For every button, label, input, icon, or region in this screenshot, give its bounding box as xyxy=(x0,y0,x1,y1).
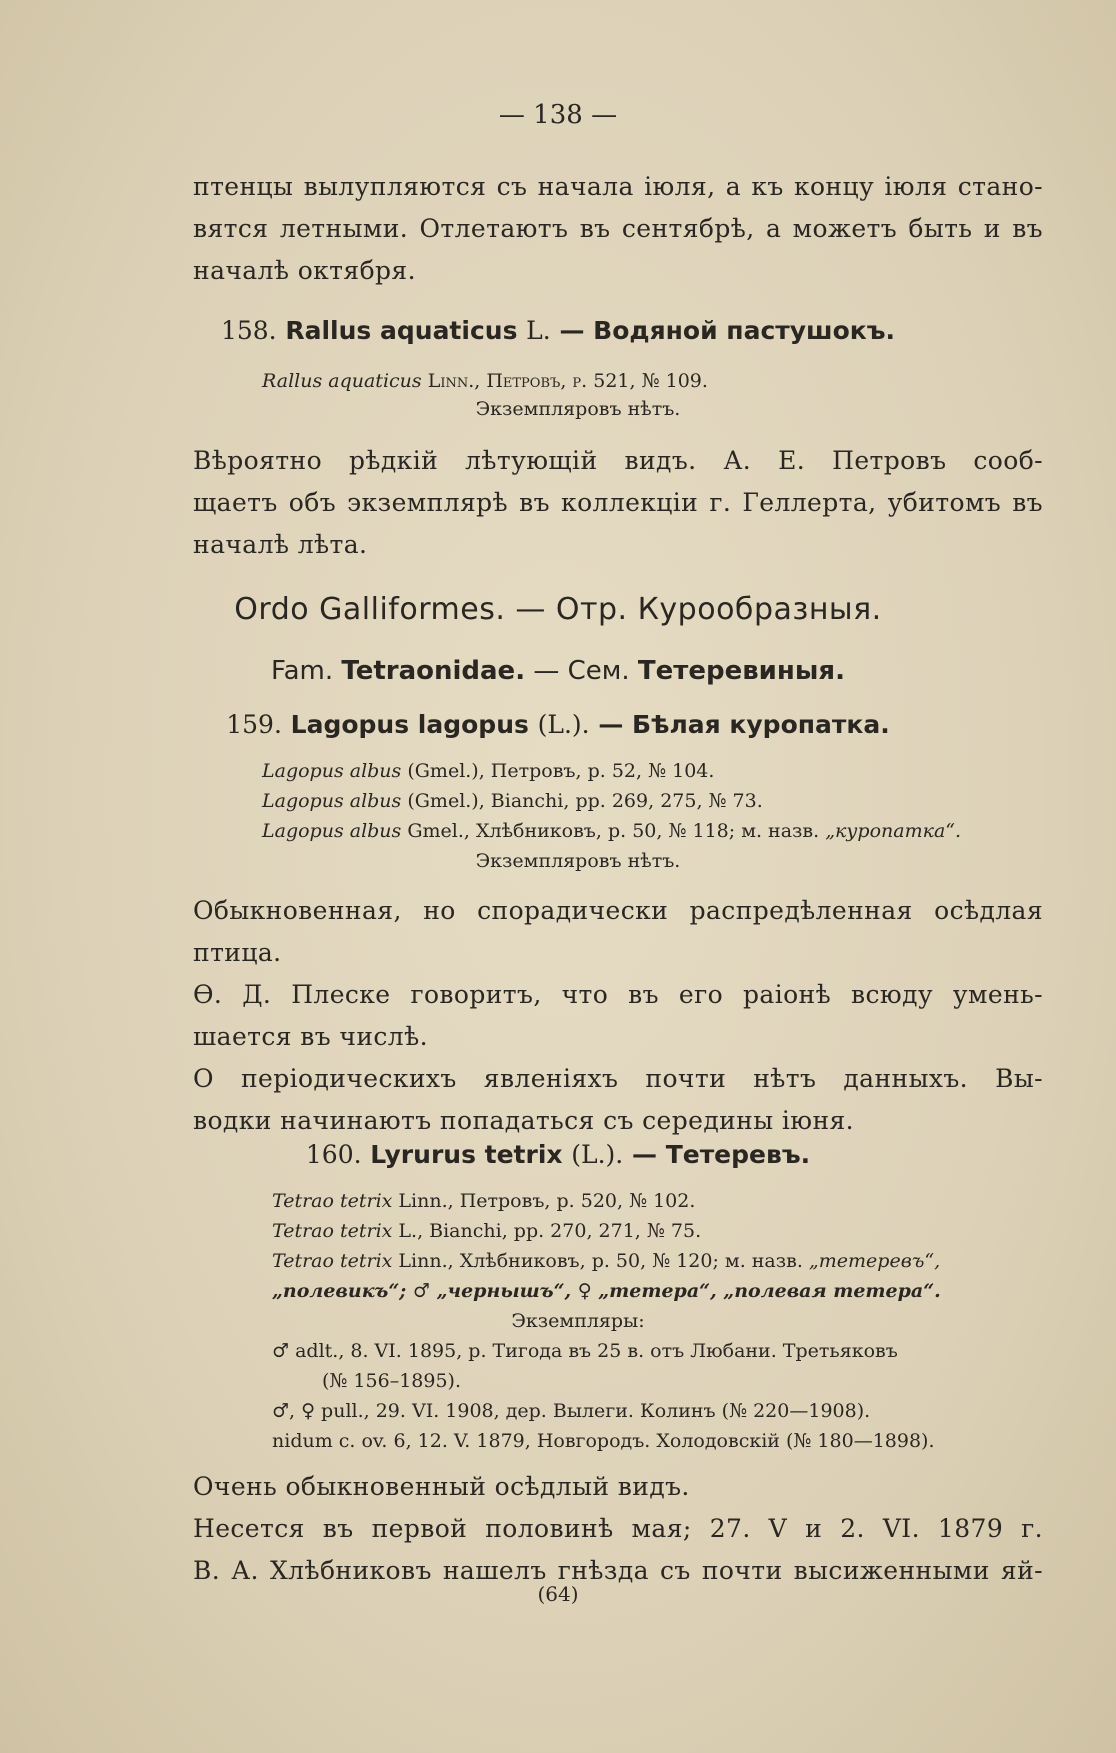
species-russian-name: — Водяной пастушокъ. xyxy=(559,316,896,345)
synonym-list xyxy=(262,756,961,846)
species-latin-name: Lyrurus tetrix xyxy=(370,1140,563,1169)
species-number: 159. xyxy=(226,710,282,739)
synonym-name: Lagopus albus xyxy=(262,790,402,812)
species-158-text xyxy=(193,440,1043,566)
specimen-entry: (№ 156–1895). xyxy=(322,1370,462,1392)
synonym-reference: Linn., Петровъ, p. 521, № 109. xyxy=(427,370,708,392)
species-author: L. xyxy=(526,316,551,345)
synonym-reference: (Gmel.), Петровъ, p. 52, № 104. xyxy=(407,760,715,782)
specimens-note: Экземпляровъ нѣтъ. xyxy=(475,850,681,872)
synonym-name: Lagopus albus xyxy=(262,820,402,842)
synonym-name: Tetrao tetrix xyxy=(272,1250,393,1272)
text-line: щаетъ объ экземплярѣ въ коллекціи г. Геллерта, убитомъ въ xyxy=(193,488,1043,517)
species-160-heading xyxy=(0,1140,1116,1169)
synonym-line xyxy=(262,786,961,816)
synonym-reference: Gmel., Хлѣбниковъ, p. 50, № 118; м. назв. xyxy=(407,820,820,842)
text-line: Обыкновенная, но спорадически распредѣленная осѣдлая xyxy=(193,896,1043,925)
family-heading xyxy=(0,656,1116,686)
intro-paragraph xyxy=(193,166,1043,292)
species-author: (L.). xyxy=(571,1140,624,1169)
specimens-list xyxy=(272,1336,1052,1456)
synonym-line xyxy=(272,1246,1052,1276)
species-160-text xyxy=(193,1466,1043,1592)
species-russian-name: — Тетеревъ. xyxy=(631,1140,811,1169)
family-latin-name: Tetraonidae. xyxy=(341,656,526,686)
vernacular-names-continued: „полевикъ“; ♂ „чернышъ“, ♀ „тетера“, „полевая тетера“. xyxy=(272,1280,941,1302)
order-heading: Ordo Galliformes. — Отр. Курообразныя. xyxy=(234,592,882,627)
family-mid: — Сем. xyxy=(533,656,630,686)
species-158-heading xyxy=(0,316,1116,345)
text-line: Несется въ первой половинѣ мая; 27. V и 2. VI. 1879 г. xyxy=(193,1514,1043,1543)
text-line: птица. xyxy=(193,938,282,967)
species-159-heading xyxy=(0,710,1116,739)
synonym-reference: Linn., Хлѣбниковъ, p. 50, № 120; м. назв. xyxy=(398,1250,803,1272)
synonym-reference: L., Bianchi, pp. 270, 271, № 75. xyxy=(398,1220,702,1242)
species-number: 158. xyxy=(220,316,277,345)
text-line: В. А. Хлѣбниковъ нашелъ гнѣзда съ почти высиженными яй- xyxy=(193,1556,1043,1585)
species-latin-name: Rallus aquaticus xyxy=(285,316,518,345)
text-line: вятся летными. Отлетаютъ въ сентябрѣ, а можетъ быть и въ xyxy=(193,214,1043,243)
species-159-text xyxy=(193,890,1043,1142)
synonym-line xyxy=(262,816,961,846)
text-line: О періодическихъ явленіяхъ почти нѣтъ данныхъ. Вы- xyxy=(193,1064,1043,1093)
synonym-name: Lagopus albus xyxy=(262,760,402,782)
synonym-name: Tetrao tetrix xyxy=(272,1220,393,1242)
text-line: водки начинаютъ попадаться съ середины іюня. xyxy=(193,1106,855,1135)
text-line: Вѣроятно рѣдкій лѣтующій видъ. А. Е. Петровъ сооб- xyxy=(193,446,1043,475)
synonym-line xyxy=(272,1186,1052,1216)
species-latin-name: Lagopus lagopus xyxy=(290,710,529,739)
text-line: Ѳ. Д. Плеске говоритъ, что въ его раіонѣ всюду умень- xyxy=(193,980,1043,1009)
synonym-reference: (Gmel.), Bianchi, pp. 269, 275, № 73. xyxy=(407,790,763,812)
vernacular-name: „тетеревъ“, xyxy=(808,1250,941,1272)
specimens-label: Экземпляры: xyxy=(511,1310,645,1332)
specimens-note: Экземпляровъ нѣтъ. xyxy=(475,398,681,420)
family-russian-name: Тетеревиныя. xyxy=(637,656,845,686)
synonym-name: Rallus aquaticus xyxy=(262,370,422,392)
text-line: Очень обыкновенный осѣдлый видъ. xyxy=(193,1472,690,1501)
specimen-entry: ♂, ♀ pull., 29. VI. 1908, дер. Вылеги. Колинъ (№ 220—1908). xyxy=(272,1400,871,1422)
text-line: шается въ числѣ. xyxy=(193,1022,428,1051)
synonym-name: Tetrao tetrix xyxy=(272,1190,393,1212)
synonym-line xyxy=(262,366,708,396)
text-line: птенцы вылупляются съ начала іюля, а къ концу іюля стано- xyxy=(193,172,1043,201)
specimen-entry: ♂ adlt., 8. VI. 1895, р. Тигода въ 25 в. отъ Любани. Третьяковъ xyxy=(272,1340,898,1362)
species-author: (L.). xyxy=(537,710,590,739)
synonym-line xyxy=(262,756,961,786)
specimen-entry: nidum c. ov. 6, 12. V. 1879, Новгородъ. Холодовскій (№ 180—1898). xyxy=(272,1430,935,1452)
family-prefix: Fam. xyxy=(271,656,334,686)
page-number: — 138 — xyxy=(498,100,618,130)
signature-mark: (64) xyxy=(537,1582,579,1606)
synonym-list xyxy=(272,1186,1052,1306)
text-line: началѣ лѣта. xyxy=(193,530,368,559)
vernacular-name: „куропатка“. xyxy=(825,820,962,842)
species-number: 160. xyxy=(305,1140,362,1169)
text-line: началѣ октября. xyxy=(193,256,416,285)
synonym-reference: Linn., Петровъ, p. 520, № 102. xyxy=(398,1190,696,1212)
synonym-line xyxy=(272,1216,1052,1246)
species-russian-name: — Бѣлая куропатка. xyxy=(598,710,890,739)
